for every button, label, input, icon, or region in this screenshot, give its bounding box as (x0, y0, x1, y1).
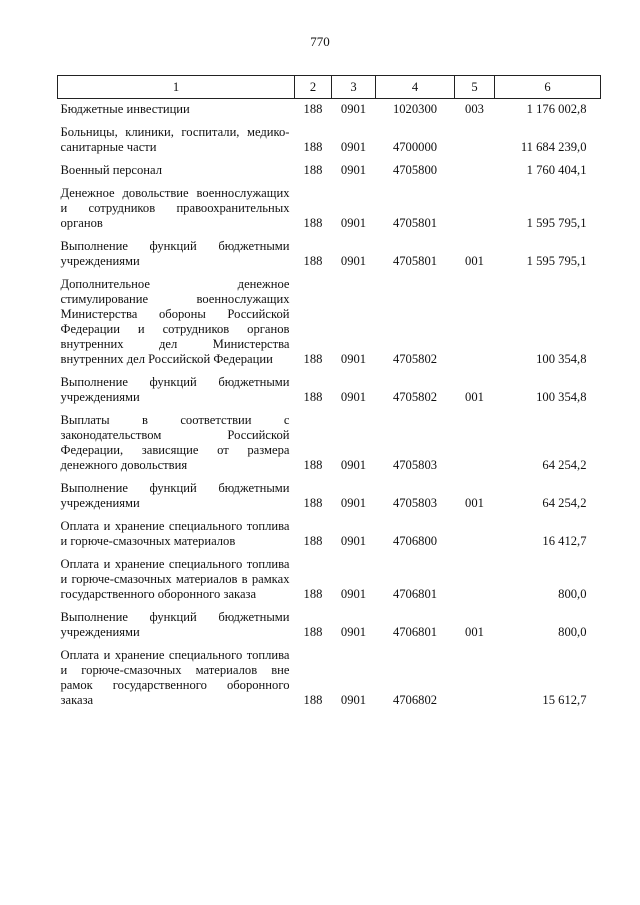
row-name: Оплата и хранение специального топлива и горюче-смазочных материалов вне рамок государственного оборонного заказа (60, 648, 290, 707)
row-section: 0901 (340, 534, 367, 548)
row-name: Выполнение функций бюджетными учреждениями (60, 610, 290, 639)
row-ministry: 188 (303, 534, 323, 548)
row-ministry: 188 (303, 496, 323, 510)
row-ministry: 188 (303, 625, 323, 639)
row-section: 0901 (340, 140, 367, 154)
row-amount: 800,0 (558, 625, 587, 639)
row-article: 4705803 (392, 458, 438, 472)
row-article: 4706802 (392, 693, 438, 707)
column-header-2: 2 (295, 76, 332, 99)
column-header-3: 3 (332, 76, 376, 99)
column-header-5: 5 (455, 76, 495, 99)
column-header-4: 4 (376, 76, 455, 99)
budget-table (57, 75, 601, 708)
row-section: 0901 (340, 254, 367, 268)
row-amount: 1 176 002,8 (526, 102, 587, 116)
row-section: 0901 (340, 102, 367, 116)
table-row (58, 99, 601, 118)
row-ministry: 188 (303, 102, 323, 116)
row-amount: 64 254,2 (542, 458, 587, 472)
row-amount: 1 595 795,1 (526, 216, 587, 230)
row-article: 4705801 (392, 216, 438, 230)
row-ministry: 188 (303, 458, 323, 472)
row-article: 4705802 (392, 390, 438, 404)
column-header-1: 1 (58, 76, 295, 99)
row-section: 0901 (340, 693, 367, 707)
table-row (58, 269, 601, 367)
page-number: 770 (310, 34, 330, 49)
table-row (58, 405, 601, 473)
column-header-6: 6 (495, 76, 601, 99)
table-row (58, 602, 601, 640)
table-row (58, 511, 601, 549)
row-section: 0901 (340, 625, 367, 639)
row-amount: 11 684 239,0 (520, 140, 587, 154)
row-expense-type (455, 549, 495, 602)
row-expense-type (455, 511, 495, 549)
row-expense-type: 001 (465, 254, 484, 268)
table-row (58, 367, 601, 405)
row-name: Выполнение функций бюджетными учреждениями (60, 481, 290, 510)
row-amount: 15 612,7 (542, 693, 587, 707)
row-expense-type: 001 (465, 625, 484, 639)
row-ministry: 188 (303, 352, 323, 366)
row-section: 0901 (340, 352, 367, 366)
row-name: Больницы, клиники, госпитали, медико-санитарные части (60, 125, 290, 154)
row-expense-type (455, 405, 495, 473)
row-amount: 100 354,8 (536, 390, 587, 404)
row-article: 4705800 (392, 163, 438, 177)
row-ministry: 188 (303, 587, 323, 601)
row-name: Бюджетные инвестиции (60, 102, 190, 116)
table-row (58, 473, 601, 511)
row-section: 0901 (340, 496, 367, 510)
row-name: Денежное довольствие военнослужащих и сотрудников правоохранительных органов (60, 186, 290, 230)
row-ministry: 188 (303, 216, 323, 230)
row-amount: 1 595 795,1 (526, 254, 587, 268)
row-expense-type: 001 (465, 496, 484, 510)
row-ministry: 188 (303, 693, 323, 707)
row-article: 4700000 (392, 140, 438, 154)
row-expense-type (455, 640, 495, 708)
row-ministry: 188 (303, 140, 323, 154)
table-row (58, 155, 601, 178)
row-expense-type: 001 (465, 390, 484, 404)
row-amount: 100 354,8 (536, 352, 587, 366)
row-ministry: 188 (303, 163, 323, 177)
table-row (58, 640, 601, 708)
row-amount: 800,0 (558, 587, 587, 601)
row-expense-type (455, 269, 495, 367)
row-name: Оплата и хранение специального топлива и горюче-смазочных материалов в рамках государственного оборонного заказа (60, 557, 290, 601)
row-article: 4705801 (392, 254, 438, 268)
table-row (58, 117, 601, 155)
row-section: 0901 (340, 587, 367, 601)
row-expense-type (455, 117, 495, 155)
row-amount: 16 412,7 (542, 534, 587, 548)
row-article: 1020300 (392, 102, 438, 116)
row-ministry: 188 (303, 254, 323, 268)
row-section: 0901 (340, 163, 367, 177)
row-article: 4706801 (392, 625, 438, 639)
row-name: Оплата и хранение специального топлива и горюче-смазочных материалов (60, 519, 290, 548)
row-amount: 64 254,2 (542, 496, 587, 510)
table-row (58, 178, 601, 231)
row-section: 0901 (340, 216, 367, 230)
row-name: Дополнительное денежное стимулирование военнослужащих Министерства обороны Российской Федерации и сотрудников органов внутренних дел Министерства внутренних дел Российской Федерации (60, 277, 290, 366)
row-expense-type (455, 178, 495, 231)
row-name: Выполнение функций бюджетными учреждениями (60, 239, 290, 268)
column-number-header-row (58, 76, 601, 99)
row-section: 0901 (340, 458, 367, 472)
row-ministry: 188 (303, 390, 323, 404)
row-expense-type (455, 155, 495, 178)
row-article: 4705803 (392, 496, 438, 510)
row-expense-type: 003 (465, 102, 484, 116)
row-name: Выполнение функций бюджетными учреждениями (60, 375, 290, 404)
row-amount: 1 760 404,1 (526, 163, 587, 177)
row-name: Выплаты в соответствии с законодательством Российской Федерации, зависящие от размера денежного довольствия (60, 413, 290, 472)
table-row (58, 231, 601, 269)
table-row (58, 549, 601, 602)
row-article: 4706801 (392, 587, 438, 601)
row-article: 4705802 (392, 352, 438, 366)
row-section: 0901 (340, 390, 367, 404)
row-article: 4706800 (392, 534, 438, 548)
row-name: Военный персонал (60, 163, 163, 177)
